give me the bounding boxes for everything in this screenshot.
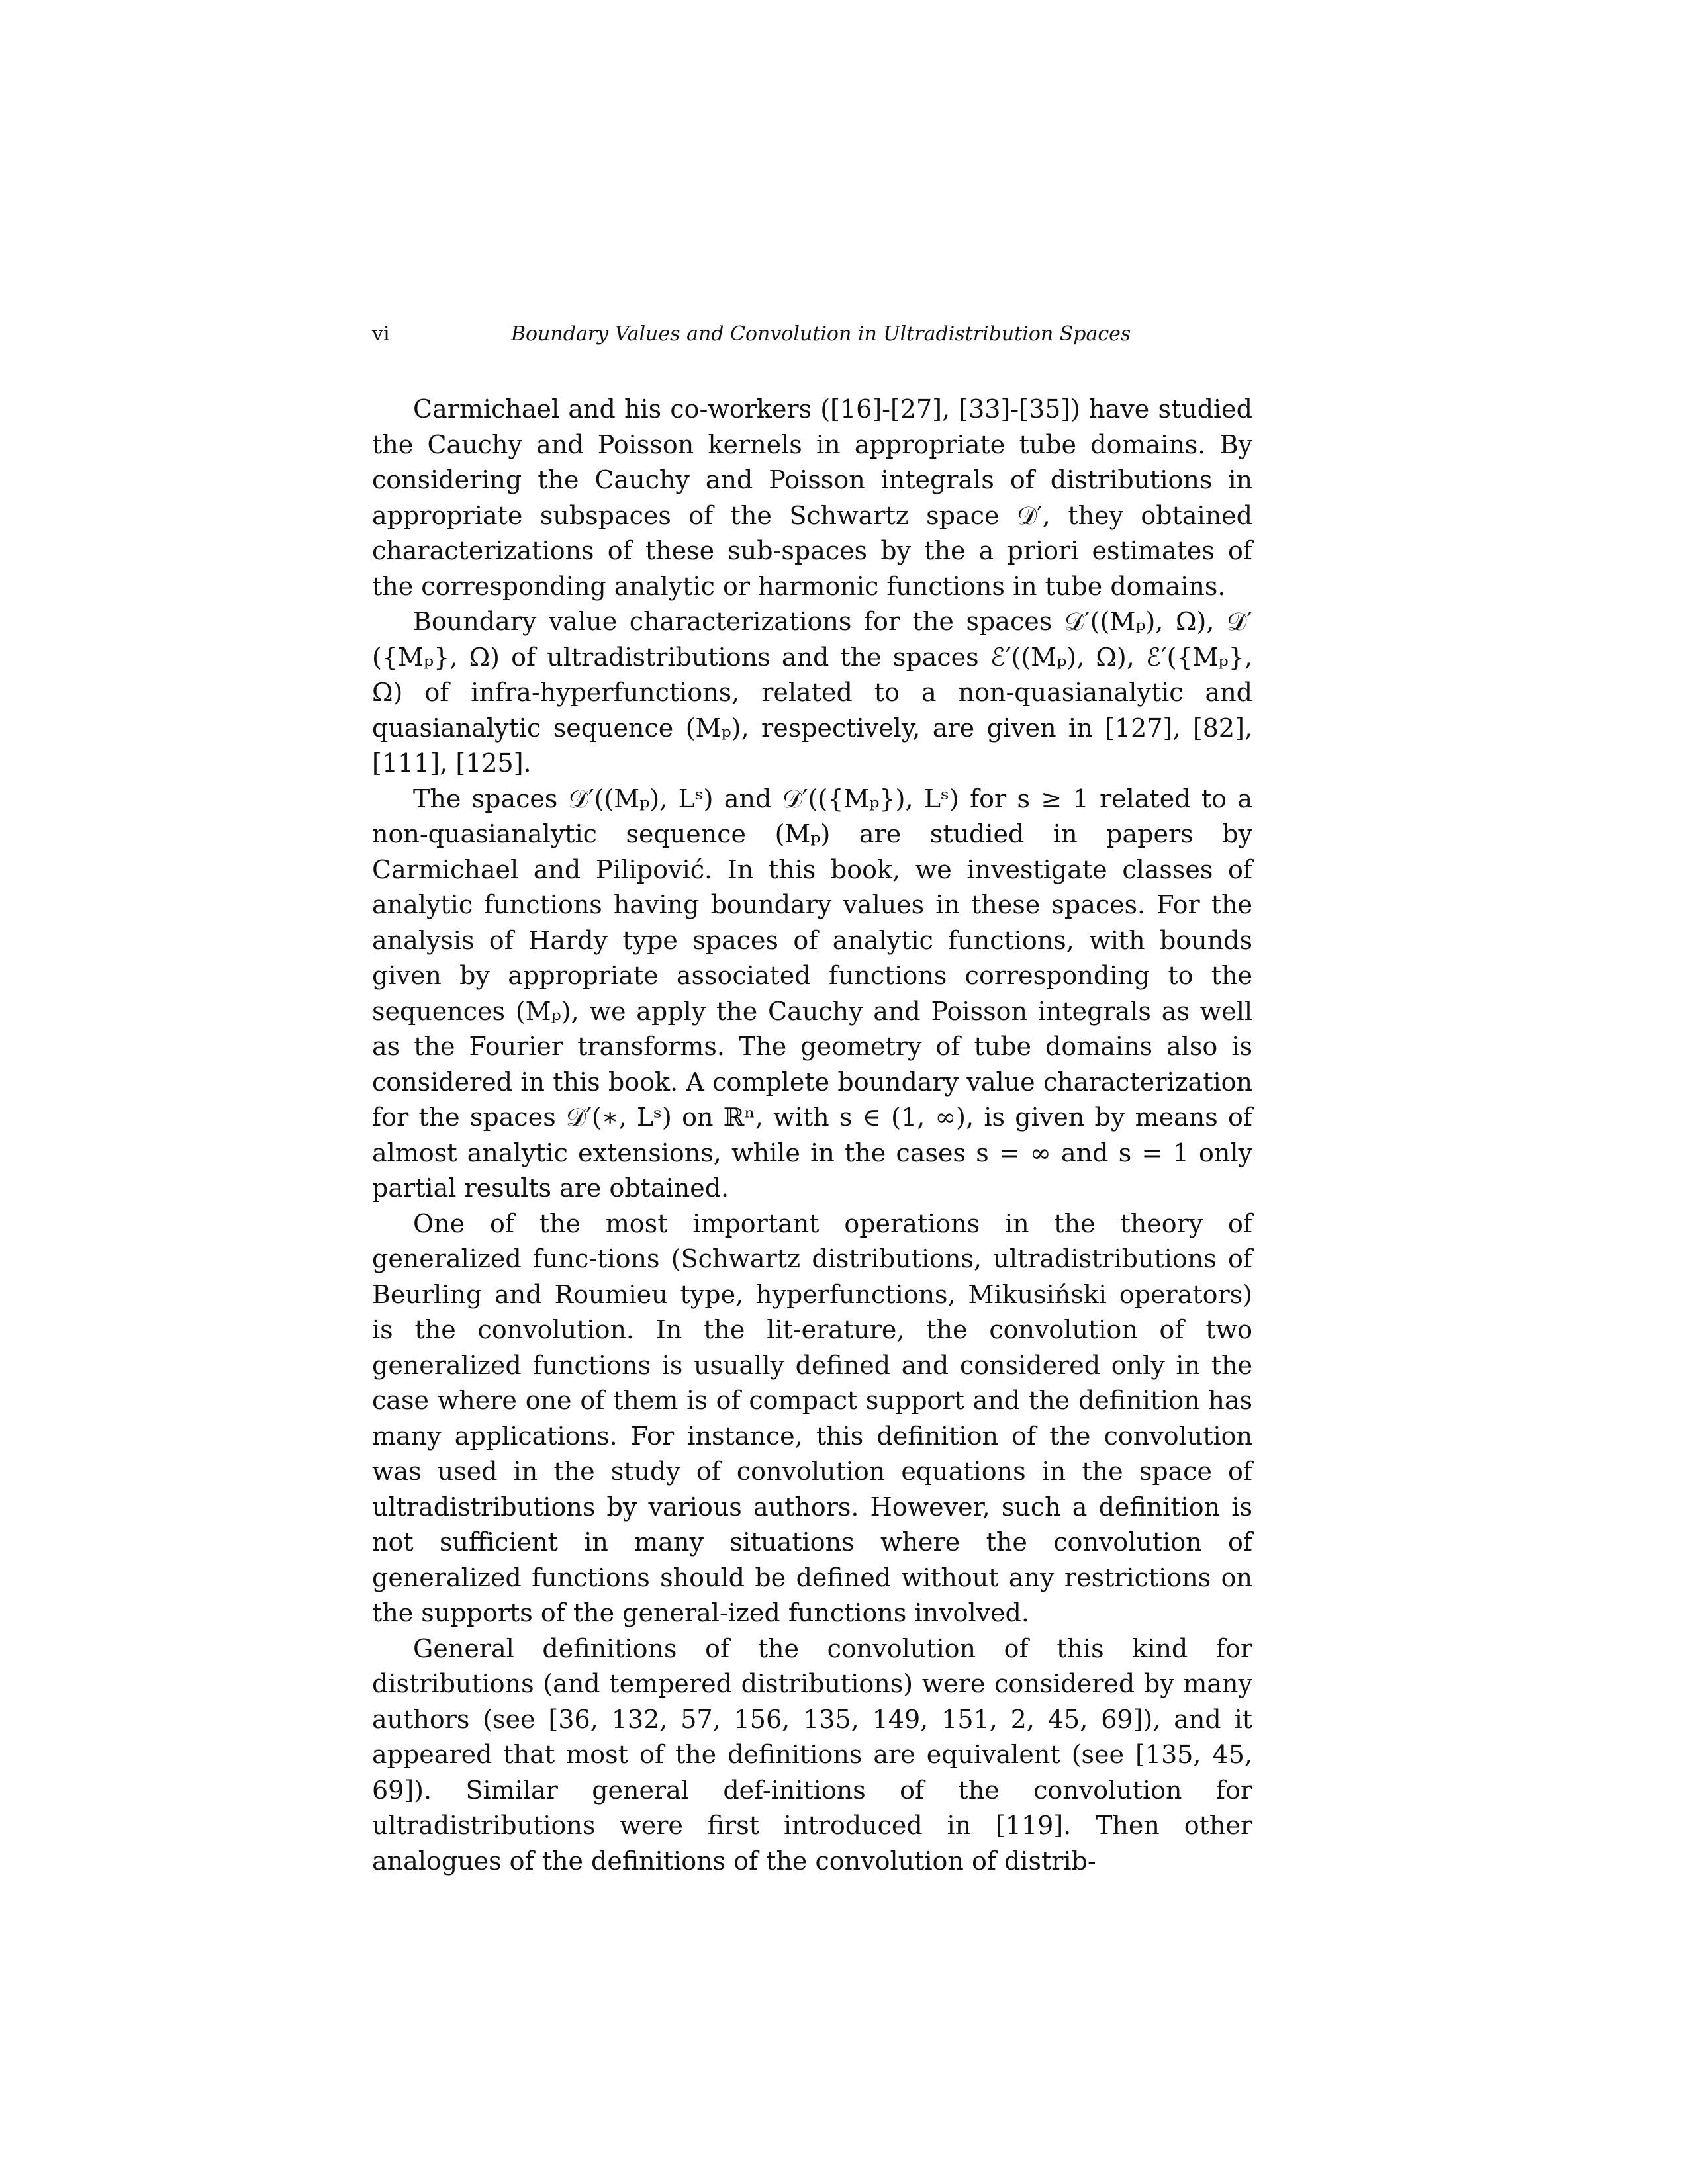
paragraph-4: One of the most important operations in the theory of generalized func-tions (Schwartz distributions, ultradistributions of Beurling and Roumieu type, hyperfunctions, Mikusiński operators) is the convolution. In the lit-erature, the convolution of two generalized functions is usually defined and considered only in the case where one of them is of compact support and the definition has many applications. For instance, this definition of the convolution was used in the study of convolution equations in the space of ultradistributions by various authors. However, such a definition is not sufficient in many situations where the convolution of generalized functions should be defined without any restrictions on the supports of the general-ized functions involved.	[372, 1208, 1252, 1627]
body-text	[372, 392, 1252, 1879]
paragraph-2: Boundary value characterizations for the spaces 𝒟′((Mₚ), Ω), 𝒟′({Mₚ}, Ω) of ultradistributions and the spaces ℰ′((Mₚ), Ω), ℰ′({Mₚ}, Ω) of infra-hyperfunctions, related to a non-quasianalytic and quasianalytic sequence (Mₚ), respectively, are given in [127], [82], [111], [125].	[372, 607, 1252, 778]
paragraph-3: The spaces 𝒟′((Mₚ), Lˢ) and 𝒟′(({Mₚ}), Lˢ) for s ≥ 1 related to a non-quasianalytic sequence (Mₚ) are studied in papers by Carmichael and Pilipović. In this book, we investigate classes of analytic functions having boundary values in these spaces. For the analysis of Hardy type spaces of analytic functions, with bounds given by appropriate associated functions corresponding to the sequences (Mₚ), we apply the Cauchy and Poisson integrals as well as the Fourier transforms. The geometry of tube domains also is considered in this book. A complete boundary value characterization for the spaces 𝒟′(∗, Lˢ) on ℝⁿ, with s ∈ (1, ∞), is given by means of almost analytic extensions, while in the cases s = ∞ and s = 1 only partial results are obtained.	[372, 784, 1252, 1203]
paragraph-1: Carmichael and his co-workers ([16]-[27], [33]-[35]) have studied the Cauchy and Poisson kernels in appropriate tube domains. By considering the Cauchy and Poisson integrals of distributions in appropriate subspaces of the Schwartz space 𝒟′, they obtained characterizations of these sub-spaces by the a priori estimates of the corresponding analytic or harmonic functions in tube domains.	[372, 394, 1252, 601]
page-number: vi	[372, 322, 390, 345]
running-head	[372, 321, 1252, 347]
paragraph-5: General definitions of the convolution of this kind for distributions (and tempered distributions) were considered by many authors (see [36, 132, 57, 156, 135, 149, 151, 2, 45, 69]), and it appeared that most of the definitions are equivalent (see [135, 45, 69]). Similar general def-initions of the convolution for ultradistributions were first introduced in [119]. Then other analogues of the definitions of the convolution of distrib-	[372, 1633, 1252, 1876]
running-title: Boundary Values and Convolution in Ultradistribution Spaces	[511, 322, 1131, 345]
